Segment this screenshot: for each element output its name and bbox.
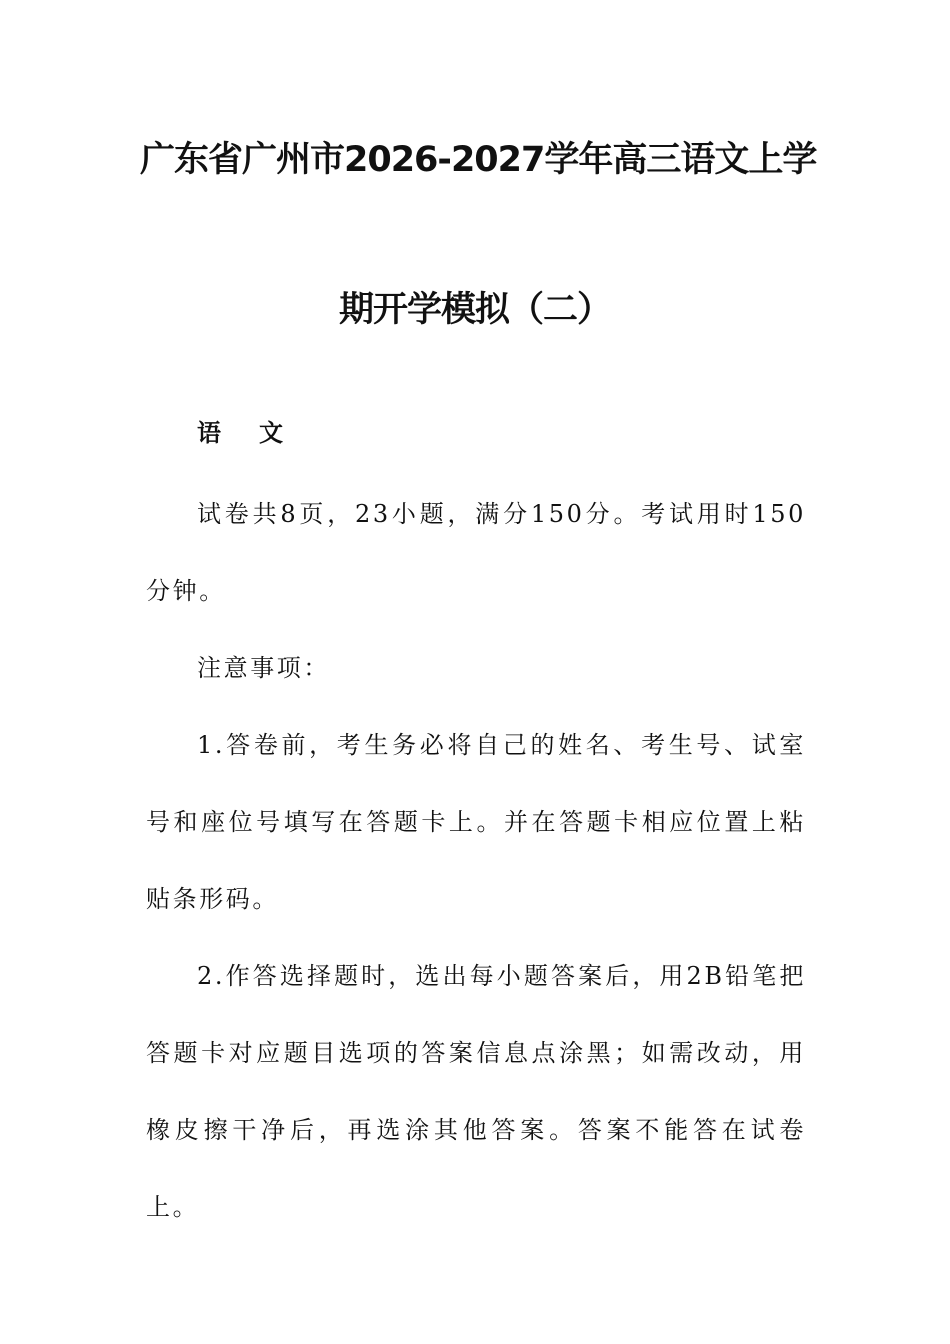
notice-item-2: 2.作答选择题时，选出每小题答案后，用2B铅笔把答题卡对应题目选项的答案信息点涂黑；如需改动，用橡皮擦干净后，再选涂其他答案。答案不能答在试卷上。 [146, 962, 806, 1221]
exam-info-paragraph: 试卷共8页，23小题，满分150分。考试用时150分钟。 [146, 500, 806, 605]
subject-label: 语文 [197, 418, 321, 447]
notice-heading: 注意事项： [197, 654, 330, 682]
notice-item-1: 1.答卷前，考生务必将自己的姓名、考生号、试室号和座位号填写在答题卡上。并在答题卡相应位置上粘贴条形码。 [146, 731, 806, 913]
document-title-line-2: 期开学模拟（二） [338, 290, 611, 330]
document-title-line-1: 广东省广州市2026-2027学年高三语文上学 [140, 140, 817, 180]
